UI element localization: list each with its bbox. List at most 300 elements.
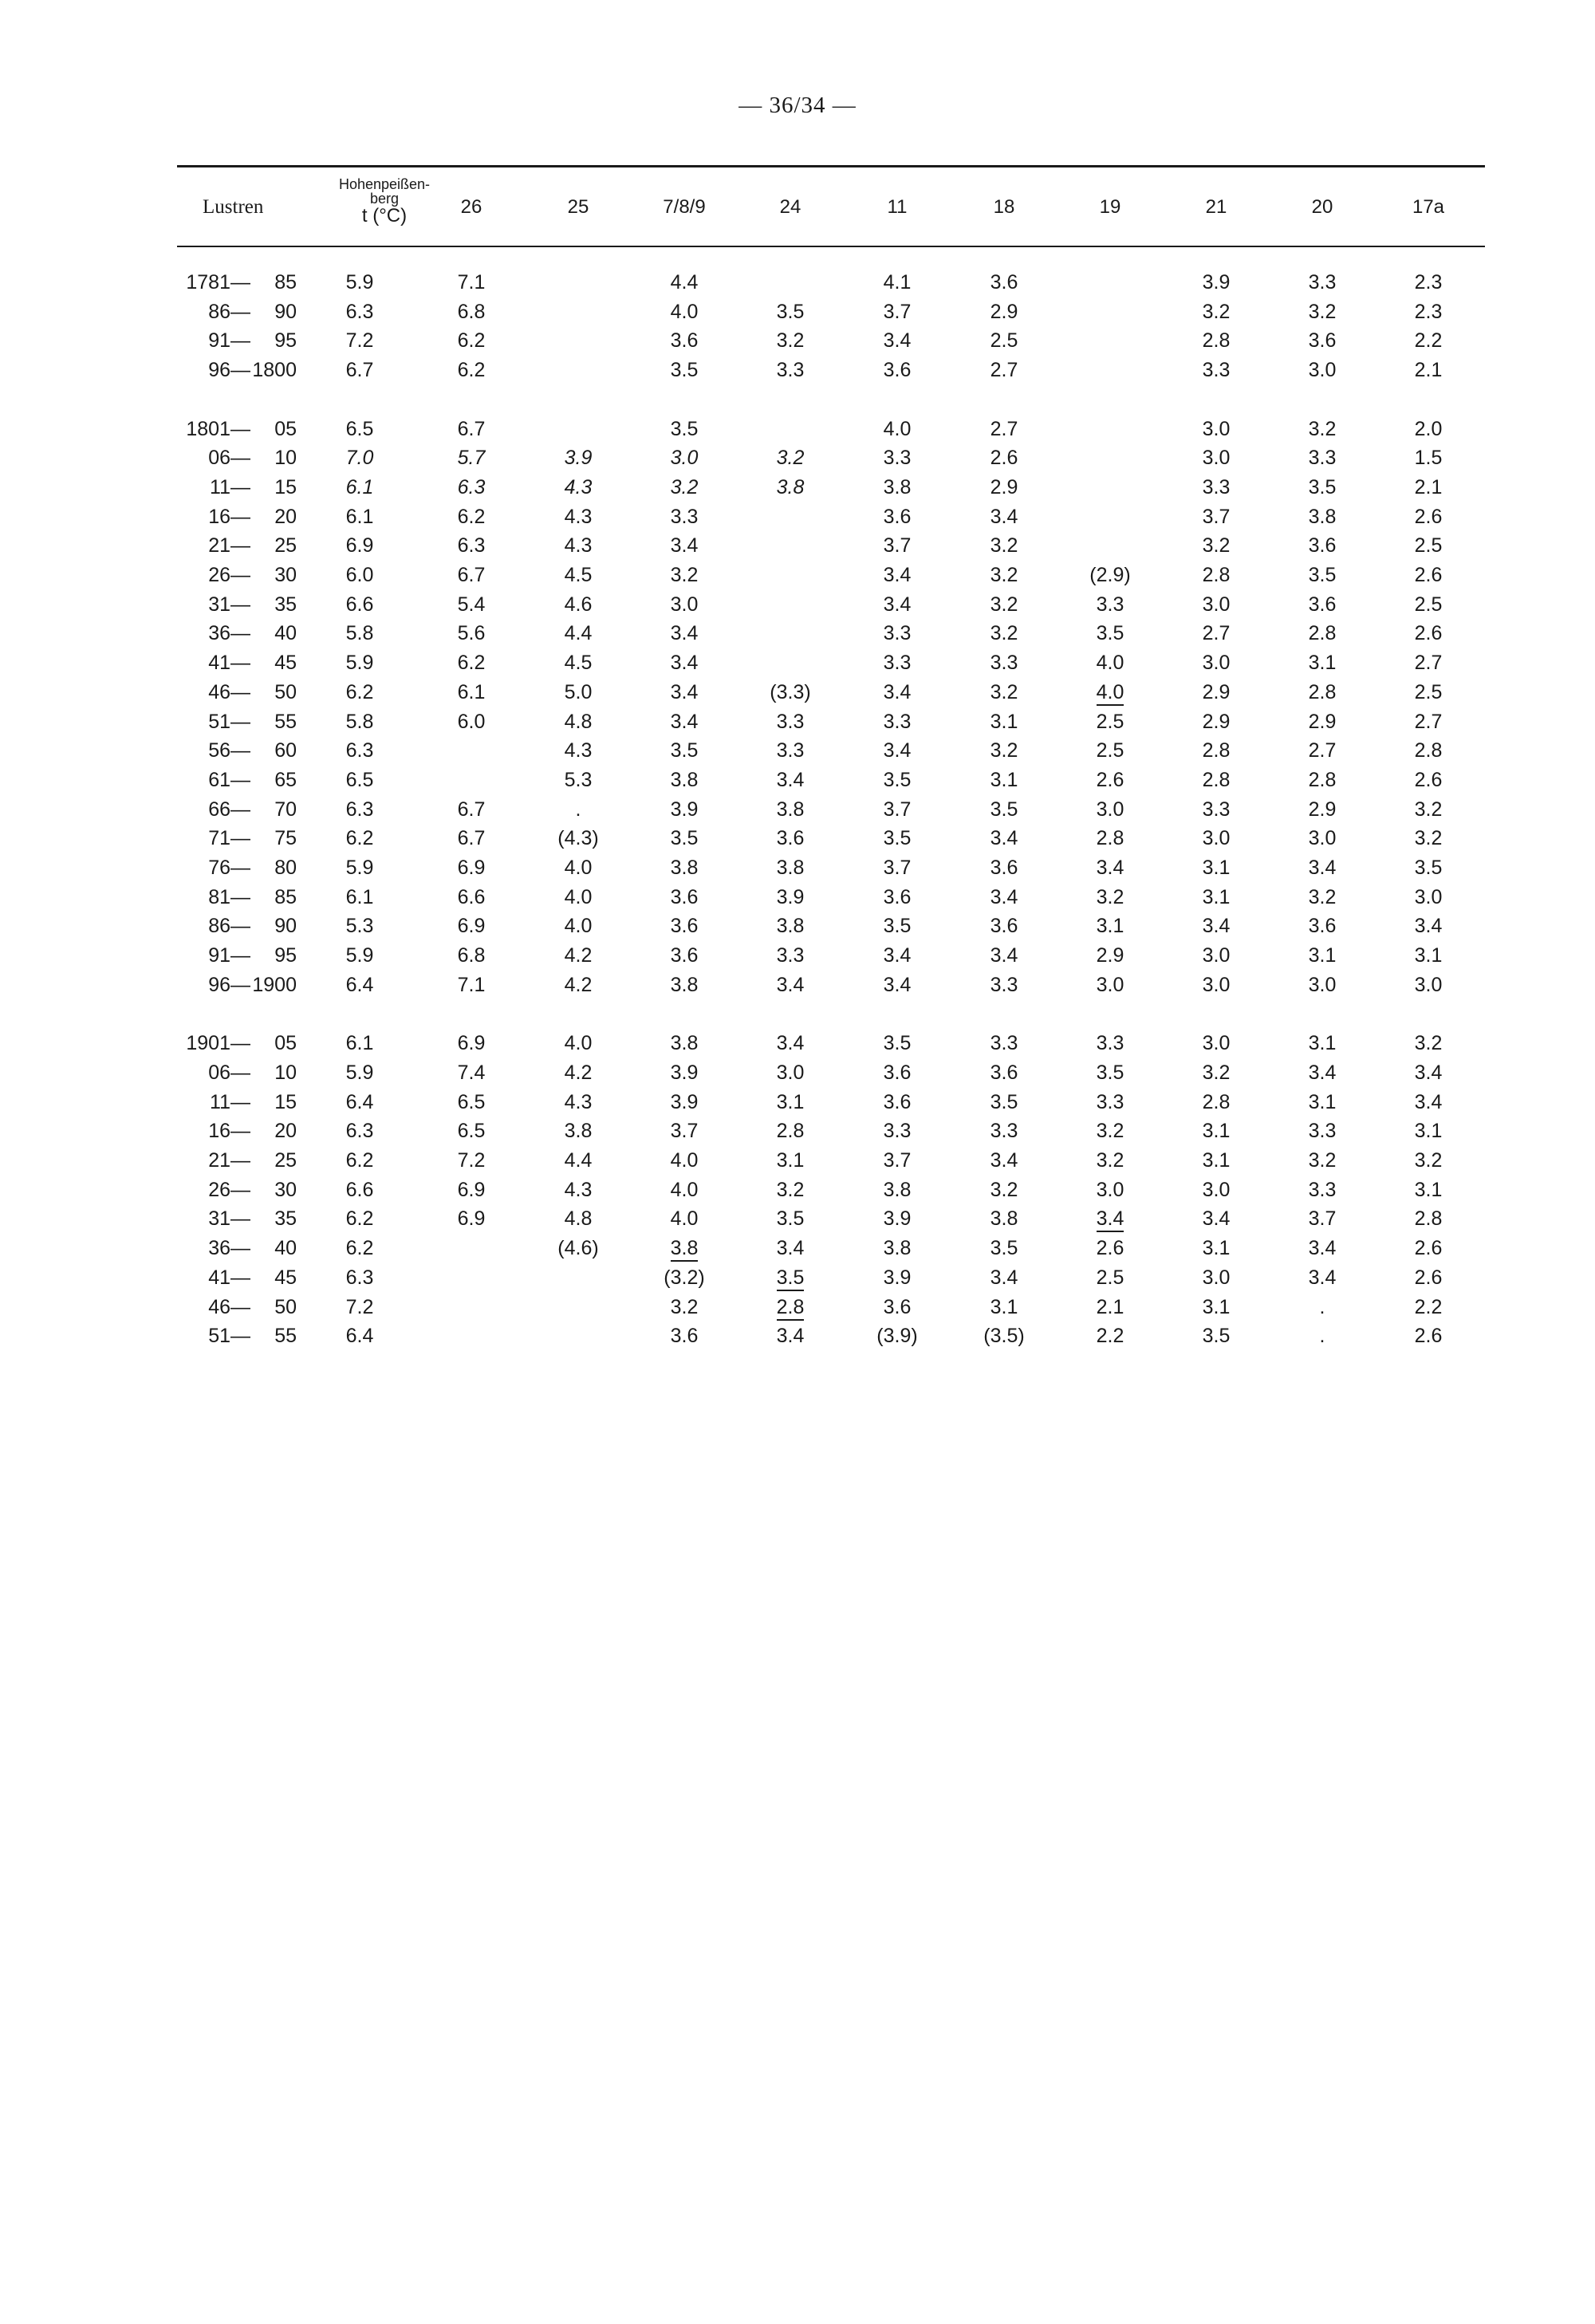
- table-cell: [1057, 883, 1163, 912]
- cell-value: 3.1: [1202, 857, 1231, 880]
- cell-value: 2.8: [1308, 768, 1337, 791]
- table-cell: [844, 297, 951, 327]
- table-cell: [418, 1263, 525, 1293]
- lustrum-period: [167, 1293, 301, 1322]
- cell-value: 6.3: [345, 739, 374, 762]
- cell-value: 3.3: [883, 710, 912, 733]
- lustrum-period: [167, 561, 301, 590]
- lustrum-start: 1801—: [186, 417, 250, 440]
- table-cell: [1057, 824, 1163, 853]
- cell-value: 3.7: [1202, 505, 1231, 528]
- table-row: [167, 268, 1482, 297]
- table-cell: [1270, 912, 1375, 941]
- lustrum-end: 95: [274, 944, 297, 967]
- table-cell: [844, 766, 951, 795]
- lustrum-period: [167, 853, 301, 883]
- cell-value: 3.2: [776, 1178, 805, 1201]
- cell-value: 2.1: [1414, 475, 1443, 498]
- cell-value: 3.5: [1096, 622, 1124, 645]
- cell-value: 3.0: [1308, 827, 1337, 850]
- lustrum-period: [167, 1322, 301, 1351]
- cell-value: .: [1319, 1325, 1325, 1348]
- cell-value: 3.2: [990, 739, 1018, 762]
- table-cell: [301, 824, 418, 853]
- table-cell: [301, 1117, 418, 1146]
- cell-value: 3.5: [670, 359, 699, 382]
- lustrum-start: 26—: [208, 1178, 250, 1201]
- cell-value: 2.8: [776, 1120, 805, 1143]
- table-cell: [525, 415, 632, 444]
- cell-value: 3.5: [883, 1032, 912, 1055]
- table-cell: [951, 766, 1057, 795]
- table-cell: [632, 853, 737, 883]
- cell-value: 3.4: [776, 768, 805, 791]
- cell-value: 2.7: [990, 359, 1018, 382]
- table-header-rule: [177, 246, 1485, 247]
- table-cell: [632, 443, 737, 473]
- cell-value: 3.5: [1308, 564, 1337, 587]
- lustrum-start: 56—: [208, 739, 250, 762]
- table-cell: [844, 1263, 951, 1293]
- table-cell: [951, 1146, 1057, 1176]
- table-cell: [1375, 531, 1482, 561]
- lustrum-end: 65: [274, 768, 297, 791]
- cell-value: 3.0: [1096, 798, 1124, 821]
- table-cell: [301, 853, 418, 883]
- cell-value: 2.6: [1096, 768, 1124, 791]
- table-cell: [1270, 883, 1375, 912]
- cell-value: 3.1: [1414, 1120, 1443, 1143]
- lustrum-end: 95: [274, 329, 297, 353]
- table-cell: [525, 268, 632, 297]
- table-row: [167, 1176, 1482, 1205]
- cell-value: 3.5: [1096, 1061, 1124, 1084]
- lustrum-start: 41—: [208, 652, 250, 675]
- cell-value: 3.4: [1308, 1061, 1337, 1084]
- cell-value: 3.3: [1202, 359, 1231, 382]
- page-number: — 36/34 —: [738, 93, 857, 118]
- table-cell: [1163, 736, 1270, 766]
- cell-value: 7.0: [345, 447, 374, 470]
- cell-value: 3.2: [1308, 300, 1337, 323]
- cell-value: 3.2: [990, 593, 1018, 616]
- lustrum-period: [167, 590, 301, 620]
- lustrum-period: [167, 1263, 301, 1293]
- cell-value: (3.9): [876, 1325, 918, 1348]
- cell-value: 3.6: [990, 271, 1018, 293]
- table-cell: [1057, 1263, 1163, 1293]
- lustrum-end: 55: [274, 710, 297, 733]
- table-cell: [737, 502, 844, 532]
- cell-value: 3.2: [990, 622, 1018, 645]
- cell-value: 6.3: [345, 1266, 374, 1289]
- table-cell: [844, 883, 951, 912]
- table-cell: [1057, 1117, 1163, 1146]
- cell-value: 3.1: [776, 1149, 805, 1172]
- cell-value: 3.1: [1202, 1295, 1231, 1318]
- cell-value: 3.1: [776, 1090, 805, 1113]
- lustrum-period: [167, 268, 301, 297]
- cell-value: 3.8: [776, 798, 805, 821]
- cell-value: 3.2: [1096, 1120, 1124, 1143]
- table-cell: [1375, 1234, 1482, 1263]
- lustrum-period: [167, 1117, 301, 1146]
- table-cell: [844, 1322, 951, 1351]
- cell-value: 3.3: [1096, 593, 1124, 616]
- table-cell: [951, 941, 1057, 971]
- table-cell: [301, 1293, 418, 1322]
- table-cell: [844, 1146, 951, 1176]
- lustrum-end: 30: [274, 564, 297, 587]
- table-cell: [525, 473, 632, 502]
- table-cell: [951, 678, 1057, 707]
- table-cell: [1057, 415, 1163, 444]
- cell-value: 3.4: [990, 944, 1018, 967]
- table-cell: [301, 883, 418, 912]
- table-cell: [525, 1088, 632, 1117]
- table-cell: [301, 326, 418, 356]
- lustrum-period: [167, 648, 301, 678]
- cell-value: 2.9: [990, 300, 1018, 323]
- table-cell: [844, 941, 951, 971]
- cell-value: 5.9: [345, 652, 374, 675]
- table-cell: [737, 1176, 844, 1205]
- table-cell: [1270, 1322, 1375, 1351]
- lustrum-end: 40: [274, 622, 297, 645]
- table-cell: [1270, 648, 1375, 678]
- cell-value: 6.5: [345, 768, 374, 791]
- table-cell: [951, 443, 1057, 473]
- table-cell: [418, 1146, 525, 1176]
- cell-value: 3.4: [883, 564, 912, 587]
- lustrum-period: [167, 736, 301, 766]
- lustrum-period: [167, 795, 301, 825]
- table-row: [167, 853, 1482, 883]
- table-cell: [632, 648, 737, 678]
- cell-value: 3.3: [776, 359, 805, 382]
- table-cell: [737, 736, 844, 766]
- table-cell: [737, 619, 844, 648]
- table-cell: [1163, 824, 1270, 853]
- lustrum-end: 90: [274, 300, 297, 323]
- lustrum-period: [167, 824, 301, 853]
- table-cell: [737, 1204, 844, 1234]
- table-cell: [1375, 648, 1482, 678]
- table-cell: [737, 795, 844, 825]
- table-cell: [1057, 502, 1163, 532]
- table-cell: [737, 1088, 844, 1117]
- table-cell: [632, 297, 737, 327]
- cell-value: 3.3: [776, 710, 805, 733]
- table-cell: [844, 356, 951, 385]
- table-cell: [737, 590, 844, 620]
- table-cell: [301, 678, 418, 707]
- cell-value: 3.3: [1308, 447, 1337, 470]
- cell-value: 3.4: [670, 534, 699, 557]
- table-cell: [951, 912, 1057, 941]
- cell-value: 4.0: [564, 1032, 593, 1055]
- cell-value: 3.6: [990, 1061, 1018, 1084]
- cell-value: 3.2: [670, 1295, 699, 1318]
- lustrum-start: 31—: [208, 593, 250, 616]
- table-cell: [951, 736, 1057, 766]
- table-top-rule: [177, 165, 1485, 167]
- lustrum-start: 1901—: [186, 1032, 250, 1055]
- column-header-1: 25: [567, 196, 589, 218]
- cell-value: 3.5: [776, 1207, 805, 1231]
- lustrum-start: 06—: [208, 1061, 250, 1084]
- cell-value: 3.9: [1202, 271, 1231, 293]
- cell-value: 7.4: [457, 1061, 486, 1084]
- table-cell: [737, 766, 844, 795]
- cell-value: 3.2: [1308, 1149, 1337, 1172]
- table-cell: [1057, 707, 1163, 737]
- cell-value: 3.4: [670, 652, 699, 675]
- cell-value: 3.4: [776, 1032, 805, 1055]
- cell-value: 2.8: [1308, 680, 1337, 703]
- cell-value: 6.9: [457, 1207, 486, 1231]
- cell-value: 3.6: [883, 359, 912, 382]
- cell-value: 3.6: [1308, 534, 1337, 557]
- table-cell: [632, 1088, 737, 1117]
- cell-value: 3.9: [564, 447, 593, 470]
- cell-value: 2.8: [1202, 329, 1231, 353]
- cell-value: 3.4: [883, 739, 912, 762]
- cell-value: 3.6: [883, 1295, 912, 1318]
- column-header-4: 11: [887, 196, 908, 218]
- table-cell: [525, 736, 632, 766]
- table-cell: [1163, 1204, 1270, 1234]
- cell-value: 3.6: [883, 1061, 912, 1084]
- cell-value: 6.5: [345, 417, 374, 440]
- cell-value: 3.0: [1308, 973, 1337, 996]
- table-cell: [632, 971, 737, 1000]
- table-cell: [632, 590, 737, 620]
- table-cell: [418, 1234, 525, 1263]
- cell-value: 3.4: [1308, 1266, 1337, 1289]
- table-cell: [1163, 1176, 1270, 1205]
- cell-value: 2.5: [1414, 534, 1443, 557]
- cell-value: 3.6: [1308, 329, 1337, 353]
- lustrum-end: 40: [274, 1237, 297, 1260]
- cell-value: 1.5: [1414, 447, 1443, 470]
- cell-value: 4.3: [564, 739, 593, 762]
- cell-value: 3.2: [1202, 300, 1231, 323]
- table-row: [167, 590, 1482, 620]
- table-cell: [1270, 473, 1375, 502]
- cell-value: 2.8: [1414, 739, 1443, 762]
- cell-value: 2.6: [1414, 768, 1443, 791]
- column-header-0: 26: [460, 196, 482, 218]
- cell-value: 2.6: [1414, 564, 1443, 587]
- table-cell: [1375, 941, 1482, 971]
- lustrum-start: 31—: [208, 1207, 250, 1231]
- table-row: [167, 1263, 1482, 1293]
- table-cell: [1057, 648, 1163, 678]
- table-cell: [844, 1117, 951, 1146]
- table-cell: [737, 853, 844, 883]
- cell-value: 6.3: [345, 300, 374, 323]
- table-cell: [1163, 268, 1270, 297]
- table-cell: [632, 473, 737, 502]
- cell-value: 4.0: [670, 300, 699, 323]
- table-cell: [525, 356, 632, 385]
- lustrum-end: 50: [274, 680, 297, 703]
- cell-value: 6.3: [345, 798, 374, 821]
- table-cell: [632, 678, 737, 707]
- table-cell: [632, 1263, 737, 1293]
- table-cell: [301, 971, 418, 1000]
- table-cell: [1057, 356, 1163, 385]
- table-cell: [525, 795, 632, 825]
- table-cell: [418, 648, 525, 678]
- cell-value: 3.9: [776, 885, 805, 908]
- table-cell: [951, 648, 1057, 678]
- table-cell: [1270, 971, 1375, 1000]
- table-cell: [632, 1176, 737, 1205]
- table-row: [167, 531, 1482, 561]
- cell-value: 3.0: [1202, 1032, 1231, 1055]
- cell-value: 3.5: [1414, 857, 1443, 880]
- table-cell: [1375, 1263, 1482, 1293]
- table-cell: [301, 707, 418, 737]
- table-cell: [1163, 443, 1270, 473]
- table-cell: [1057, 971, 1163, 1000]
- cell-value: 3.4: [883, 680, 912, 703]
- table-cell: [951, 1263, 1057, 1293]
- column-header-5: 18: [993, 196, 1015, 218]
- cell-value: 3.2: [990, 1178, 1018, 1201]
- table-row: [167, 883, 1482, 912]
- table-cell: [418, 736, 525, 766]
- table-row: [167, 795, 1482, 825]
- cell-value: 3.2: [1414, 1032, 1443, 1055]
- cell-value: 2.8: [1202, 768, 1231, 791]
- table-cell: [844, 648, 951, 678]
- table-cell: [525, 297, 632, 327]
- cell-value: 3.0: [1096, 973, 1124, 996]
- table-cell: [418, 707, 525, 737]
- lustrum-period: [167, 1146, 301, 1176]
- table-row: [167, 648, 1482, 678]
- cell-value: 3.4: [1202, 1207, 1231, 1231]
- table-cell: [737, 473, 844, 502]
- cell-value: 4.0: [670, 1207, 699, 1231]
- cell-value: 3.9: [670, 1061, 699, 1084]
- cell-value: 3.5: [670, 739, 699, 762]
- cell-value: 4.5: [564, 564, 593, 587]
- cell-value: 3.0: [1202, 1178, 1231, 1201]
- table-cell: [1270, 795, 1375, 825]
- table-cell: [632, 1117, 737, 1146]
- lustrum-end: 05: [274, 1032, 297, 1055]
- table-row: [167, 443, 1482, 473]
- cell-value: 3.2: [670, 475, 699, 498]
- table-cell: [1375, 326, 1482, 356]
- cell-value: 7.2: [345, 329, 374, 353]
- cell-value: 2.5: [1096, 1266, 1124, 1289]
- cell-value: 6.1: [345, 505, 374, 528]
- cell-value: 3.5: [776, 300, 805, 323]
- table-cell: [844, 824, 951, 853]
- lustrum-period: [167, 1058, 301, 1088]
- cell-value: 3.4: [990, 827, 1018, 850]
- table-cell: [1270, 1088, 1375, 1117]
- cell-value: 3.3: [883, 447, 912, 470]
- table-cell: [1270, 1146, 1375, 1176]
- cell-value: 6.2: [345, 1237, 374, 1260]
- column-header-2: 7/8/9: [663, 196, 706, 218]
- table-cell: [632, 766, 737, 795]
- table-row: [167, 561, 1482, 590]
- lustrum-end: 20: [274, 505, 297, 528]
- cell-value: 6.6: [345, 593, 374, 616]
- table-cell: [1057, 531, 1163, 561]
- table-cell: [418, 971, 525, 1000]
- table-row: [167, 1322, 1482, 1351]
- cell-value: (3.2): [664, 1266, 705, 1289]
- table-cell: [1375, 1293, 1482, 1322]
- cell-value: 6.6: [345, 1178, 374, 1201]
- cell-value: 2.7: [1202, 622, 1231, 645]
- table-cell: [1270, 561, 1375, 590]
- table-cell: [1163, 473, 1270, 502]
- lustrum-start: 26—: [208, 564, 250, 587]
- cell-value: (2.9): [1089, 564, 1131, 587]
- lustrum-end: 45: [274, 652, 297, 675]
- cell-value: 6.2: [345, 1207, 374, 1231]
- cell-value: 3.8: [671, 1237, 699, 1262]
- cell-value: 3.3: [1308, 1178, 1337, 1201]
- table-cell: [525, 1029, 632, 1058]
- row-gap: [167, 1000, 1482, 1030]
- cell-value: 2.6: [1414, 505, 1443, 528]
- table-cell: [737, 297, 844, 327]
- cell-value: 7.1: [457, 973, 486, 996]
- lustrum-end: 10: [274, 1061, 297, 1084]
- table-row: [167, 415, 1482, 444]
- cell-value: 6.2: [457, 652, 486, 675]
- cell-value: 3.0: [1202, 652, 1231, 675]
- table-cell: [525, 1176, 632, 1205]
- lustrum-start: 11—: [210, 475, 250, 498]
- row-gap: [167, 385, 1482, 415]
- cell-value: 3.2: [990, 680, 1018, 703]
- table-cell: [844, 678, 951, 707]
- table-cell: [1375, 502, 1482, 532]
- table-cell: [1163, 356, 1270, 385]
- cell-value: 3.5: [670, 417, 699, 440]
- table-cell: [418, 1058, 525, 1088]
- cell-value: 3.7: [883, 534, 912, 557]
- cell-value: 3.4: [990, 1266, 1018, 1289]
- cell-value: 3.1: [1096, 915, 1124, 938]
- table-cell: [632, 736, 737, 766]
- table-cell: [301, 766, 418, 795]
- table-cell: [1163, 912, 1270, 941]
- cell-value: 3.2: [1414, 1149, 1443, 1172]
- table-cell: [301, 297, 418, 327]
- lustrum-period: [167, 1234, 301, 1263]
- table-cell: [632, 561, 737, 590]
- table-cell: [1163, 1117, 1270, 1146]
- cell-value: 2.8: [1414, 1207, 1443, 1231]
- table-cell: [1163, 619, 1270, 648]
- table-cell: [301, 619, 418, 648]
- lustrum-start: 76—: [208, 857, 250, 880]
- cell-value: 5.8: [345, 710, 374, 733]
- cell-value: 4.5: [564, 652, 593, 675]
